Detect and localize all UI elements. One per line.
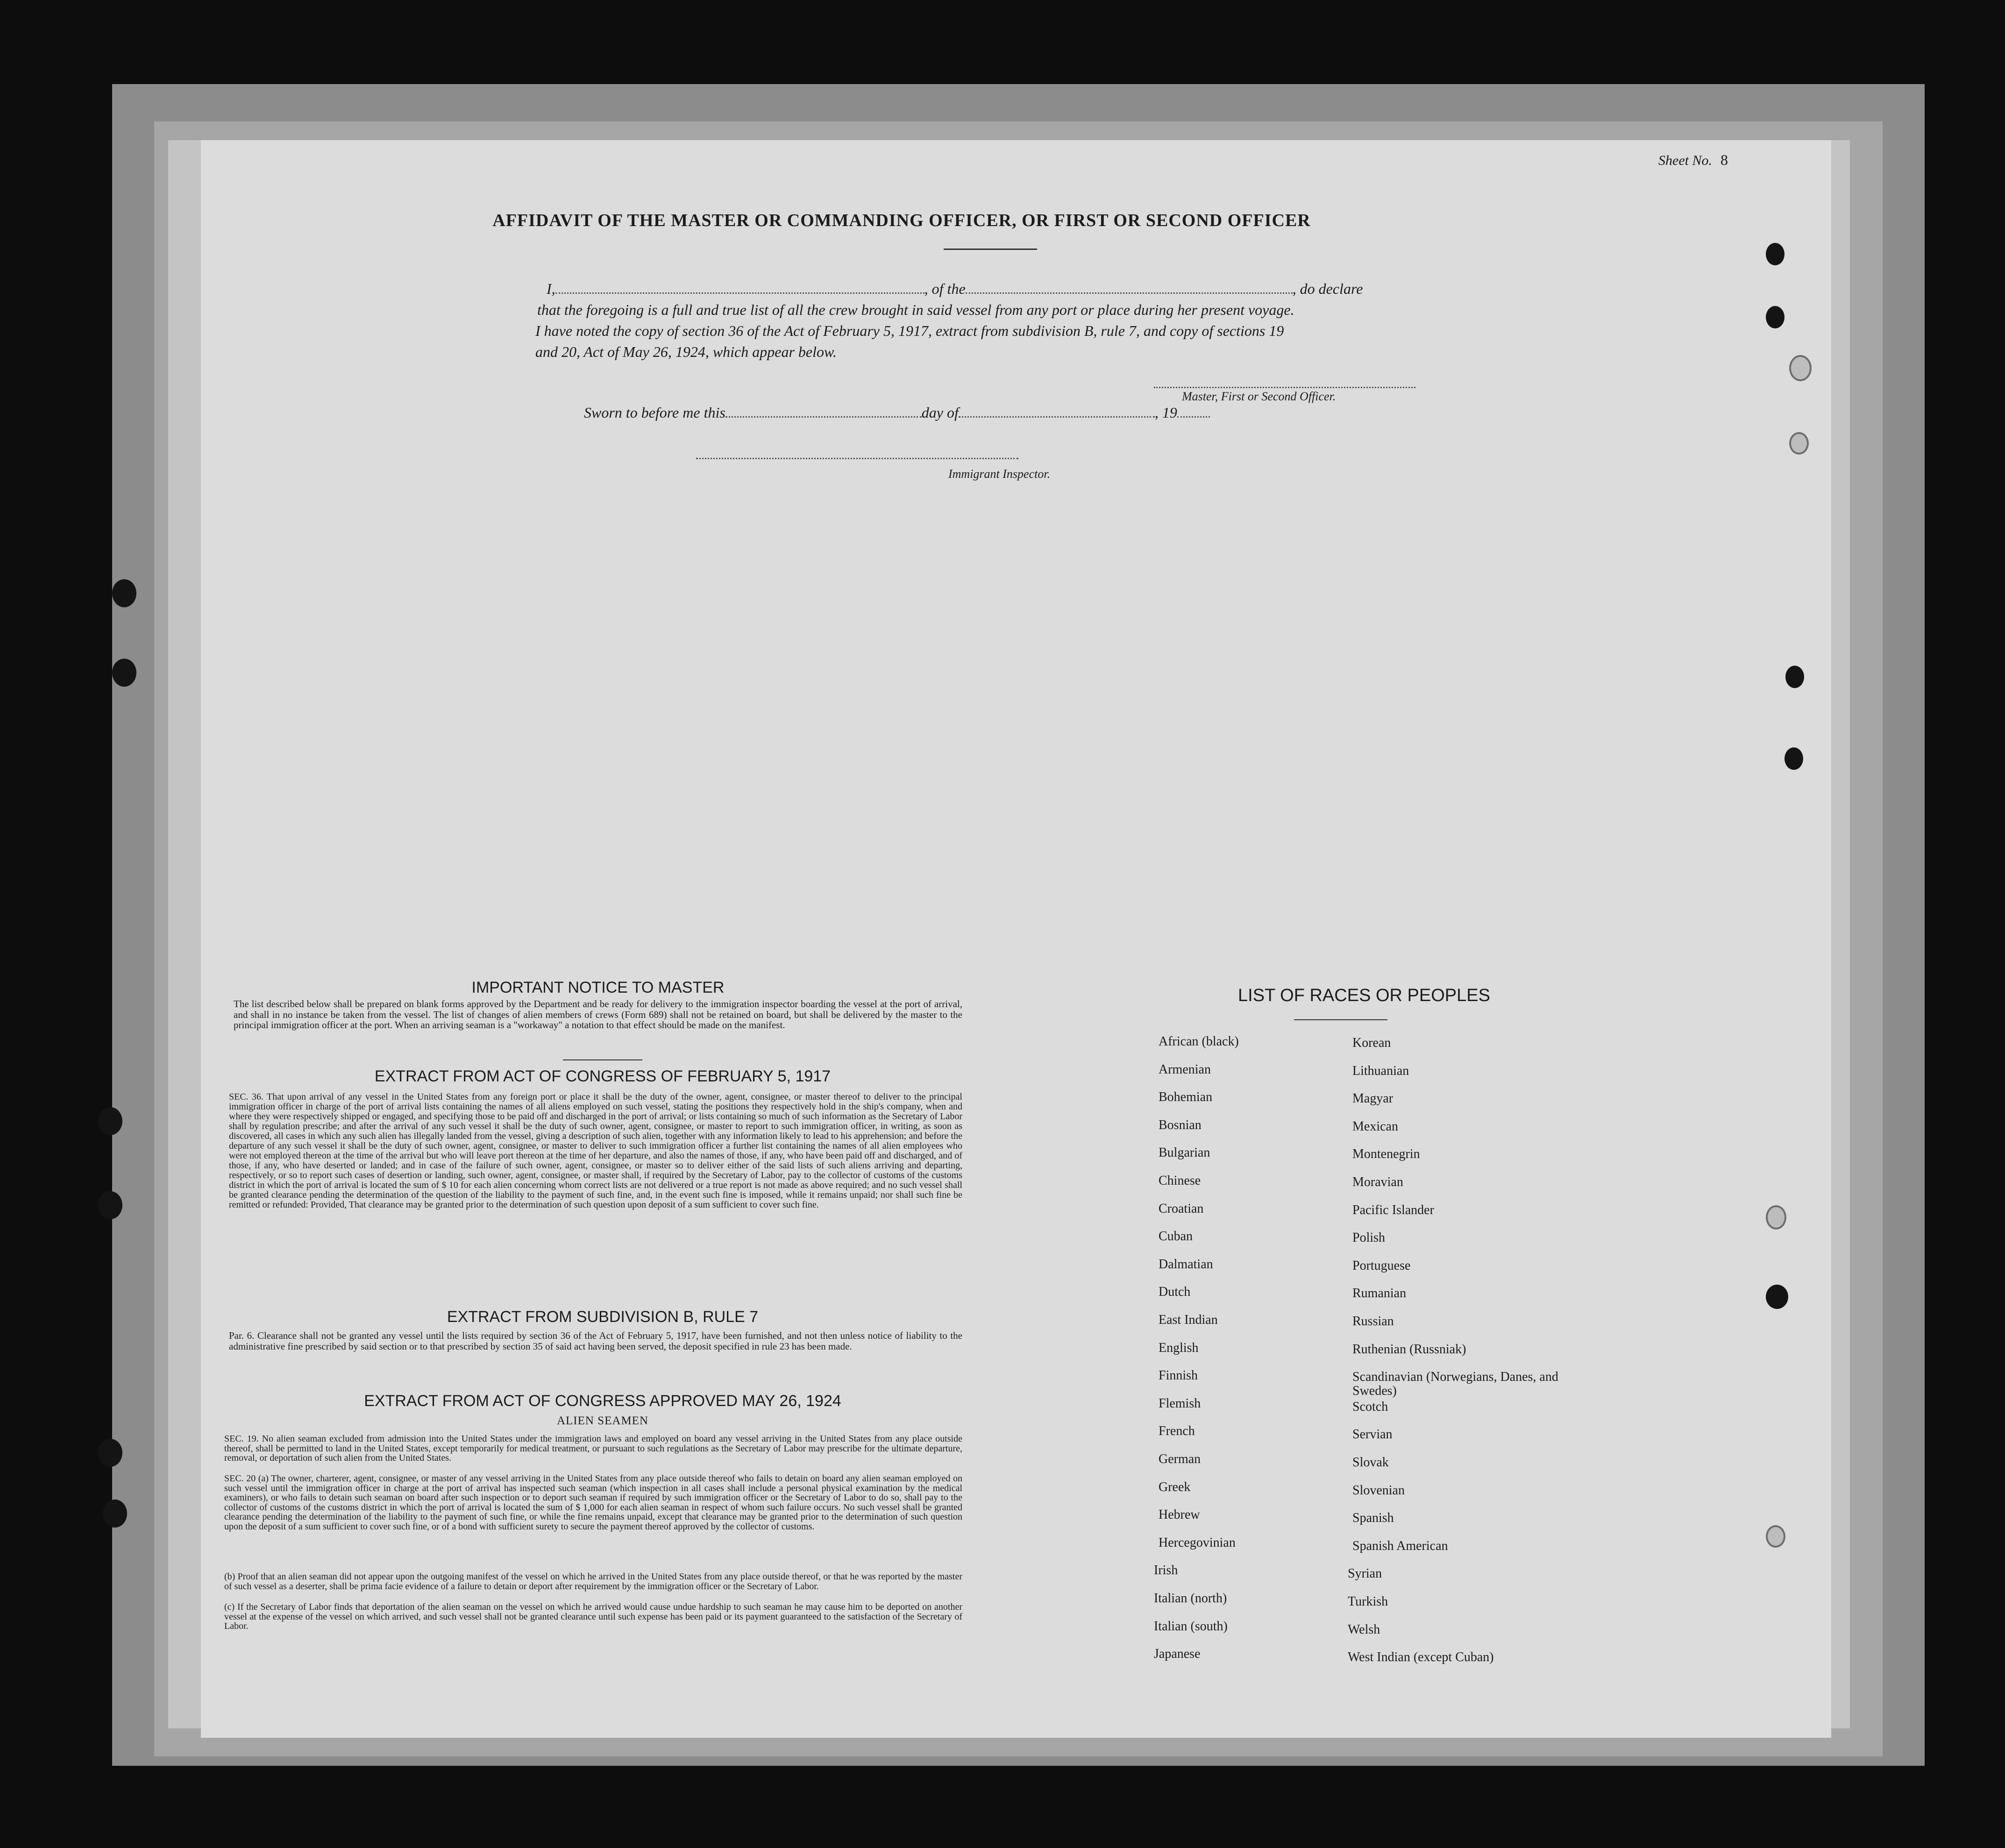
- race-item-right: Slovenian: [1352, 1483, 1405, 1498]
- race-item-left: Dutch: [1159, 1285, 1191, 1300]
- race-item-left: Bulgarian: [1159, 1145, 1210, 1160]
- race-item-left: Dalmatian: [1159, 1257, 1213, 1272]
- race-item-left: English: [1159, 1340, 1199, 1355]
- punch-hole: [1766, 1525, 1785, 1548]
- race-item-left: Irish: [1154, 1563, 1178, 1578]
- race-item-right: Ruthenian (Russniak): [1352, 1342, 1466, 1357]
- master-caption: Master, First or Second Officer.: [1182, 390, 1336, 403]
- race-item-left: German: [1159, 1452, 1201, 1466]
- race-item-left: Greek: [1159, 1479, 1191, 1494]
- race-item-right: Mexican: [1352, 1119, 1398, 1134]
- race-item-right: Moravian: [1352, 1175, 1403, 1189]
- punch-hole: [98, 1439, 122, 1467]
- section-divider: [563, 1059, 642, 1060]
- declaration-line-1: [547, 280, 1363, 298]
- race-item-left: French: [1159, 1424, 1195, 1439]
- race-item-left: Cuban: [1159, 1229, 1193, 1244]
- master-signature-line[interactable]: [1154, 387, 1415, 388]
- sheet-number-label: Sheet No.: [1658, 153, 1712, 168]
- declaration-line-2: that the foregoing is a full and true list of all the crew brought in said vessel from any port or place during her present voyage.: [537, 301, 1294, 318]
- sworn-year: , 19: [1154, 404, 1177, 421]
- inspector-caption: Immigrant Inspector.: [948, 467, 1051, 481]
- race-item-right: Korean: [1352, 1036, 1391, 1050]
- title-divider: [944, 249, 1037, 250]
- race-item-right: Scandinavian (Norwegians, Danes, and Swedes): [1352, 1370, 1558, 1399]
- race-item-left: Finnish: [1159, 1368, 1198, 1383]
- punch-hole: [1766, 243, 1785, 265]
- race-item-left: African (black): [1159, 1034, 1239, 1049]
- race-item-right: Portuguese: [1352, 1258, 1411, 1273]
- declaration-line-3: I have noted the copy of section 36 of the Act of February 5, 1917, extract from subdivision B, rule 7, and copy of sections 19: [535, 322, 1284, 339]
- sheet-number: [1658, 151, 1728, 169]
- name-blank[interactable]: [555, 281, 924, 294]
- race-item-right: Scotch: [1352, 1399, 1388, 1414]
- race-item-left: Bohemian: [1159, 1090, 1213, 1105]
- sec19-text: SEC. 19. No alien seaman excluded from admission into the United States under the immigration laws and employed on board any vessel arriving in the United States from any place outside thereof, shall be permitted to land in the United States, except temporarily for medical treatment, or pursuant to such regulations as the Secretary of Labor may prescribe for the ultimate departure, removal, or deportation of such alien from the United States.: [224, 1434, 962, 1463]
- day-blank[interactable]: [725, 405, 922, 418]
- race-item-left: Chinese: [1159, 1173, 1201, 1188]
- sworn-day-of: day of: [921, 404, 959, 421]
- punch-hole: [1789, 355, 1812, 381]
- punch-hole: [1766, 1285, 1788, 1309]
- punch-hole: [1766, 306, 1785, 328]
- race-item-right: Spanish: [1352, 1511, 1394, 1526]
- race-item-left: Italian (south): [1154, 1619, 1228, 1634]
- races-title: LIST OF RACES OR PEOPLES: [1238, 986, 1490, 1005]
- sheet-number-value: 8: [1720, 151, 1728, 168]
- punch-hole: [103, 1500, 127, 1528]
- race-item-right: Polish: [1352, 1230, 1386, 1245]
- race-item-left: Japanese: [1154, 1647, 1201, 1662]
- race-item-left: Italian (north): [1154, 1591, 1227, 1606]
- extract-1917-text: SEC. 36. That upon arrival of any vessel in the United States from any foreign port or place it shall be the duty of the owner, agent, consignee, or master thereof to deliver to the principal immigration officer in charge of the port of arrival lists containing the names of all aliens employed on such vessel, stating the positions they respectively hold in the ship's company, when and where they were respectively shipped or engaged, and specifying those to be paid off and discharged in the port of arrival; or lists containing so much of such information as the Secretary of Labor shall by regulation prescribe; and after the arrival of any such vessel it shall be the duty of such owner, agent, consignee, or master to report to such immigration officer, in writing, as soon as discovered, all cases in which any such alien has illegally landed from the vessel, giving a description of such alien, together with any information likely to lead to his apprehension; and before the departure of any such vessel it shall be the duty of such owner, agent, consignee, or master to deliver to such immigration officer a further list containing the names of all alien employees who were not employed thereon at the time of the arrival but who will leave port thereon at the time of her departure, and also the names of those, if any, who have been paid off and discharged, and of those, if any, who have deserted or landed; and in case of the failure of such owner, agent, consignee, or master so to deliver either of the said lists of such aliens arriving and departing, respectively, or so to report such cases of desertion or landing, such owner, agent, consignee, or master shall, if required by the Secretary of Labor, pay to the collector of customs of the customs district in which the port of arrival is located the sum of $ 10 for each alien concerning whom correct lists are not delivered or a true report is not made as above required; and no such vessel shall be granted clearance pending the determination of the question of the liability to the payment of such fine, and, in the event such fine is imposed, while it remains unpaid; nor shall such fine be remitted or refunded: Provided, That clearance may be granted prior to the determination of such question upon deposit of a sum sufficient to cover such fine.: [229, 1092, 962, 1210]
- race-item-right: Russian: [1352, 1314, 1394, 1329]
- vessel-blank[interactable]: [966, 281, 1293, 294]
- race-item-left: Croatian: [1159, 1201, 1204, 1216]
- punch-hole: [112, 579, 136, 607]
- race-item-right: Slovak: [1352, 1455, 1389, 1470]
- sec20b-text: (b) Proof that an alien seaman did not appear upon the outgoing manifest of the vessel on which he arrived in the United States from any place outside thereof, or that he was reported by the master of such vessel as a deserter, shall be prima facie evidence of a failure to detain or deport after requirement by the immigration officer or the Secretary of Labor.: [224, 1571, 962, 1592]
- sworn-text: Sworn to before me this: [584, 404, 725, 421]
- punch-hole: [1785, 747, 1803, 770]
- declaration-i: I,: [547, 280, 555, 297]
- rule7-text: Par. 6. Clearance shall not be granted any vessel until the lists required by section 36 of the Act of February 5, 1917, have been furnished, and not then unless notice of liability to the administrative fine prescribed by said section or to that prescribed by section 35 of said act having been served, the deposit specified in rule 23 has been made.: [229, 1330, 962, 1352]
- race-item-right: Rumanian: [1352, 1286, 1407, 1301]
- punch-hole: [1789, 432, 1809, 455]
- year-blank[interactable]: [1177, 405, 1210, 418]
- inspector-signature-line[interactable]: [696, 458, 1018, 459]
- punch-hole: [98, 1107, 122, 1135]
- race-item-right: Spanish American: [1352, 1538, 1448, 1553]
- race-item-right: Servian: [1352, 1427, 1393, 1442]
- race-item-right: Montenegrin: [1352, 1147, 1420, 1162]
- affidavit-title: AFFIDAVIT OF THE MASTER OR COMMANDING OFFICER, OR FIRST OR SECOND OFFICER: [492, 211, 1311, 230]
- notice-title: IMPORTANT NOTICE TO MASTER: [471, 979, 725, 996]
- declaration-do-declare: , do declare: [1292, 280, 1363, 297]
- declaration-of-the: , of the: [924, 280, 966, 297]
- race-item-right: Welsh: [1348, 1622, 1380, 1637]
- affidavit-page: [201, 140, 1831, 1738]
- punch-hole: [112, 659, 136, 687]
- race-item-right: West Indian (except Cuban): [1348, 1650, 1494, 1665]
- notice-text: The list described below shall be prepared on blank forms approved by the Department and be ready for delivery to the immigration inspector boarding the vessel at the port of arrival, and shall in no instance be taken from the vessel. The list of changes of alien members of crews (Form 689) shall not be retained on board, but shall be delivered by the master to the principal immigration officer at the port. When an arriving seaman is a "workaway" a notation to that effect should be made on the manifest.: [234, 998, 962, 1031]
- sec20c-text: (c) If the Secretary of Labor finds that deportation of the alien seaman on the vessel on which he arrived would cause undue hardship to such seaman he may cause him to be deported on another vessel at the expense of the vessel on which arrived, and such vessel shall not be granted clearance until such expense has been paid or its payment guaranteed to the satisfaction of the Secretary of Labor.: [224, 1602, 962, 1631]
- extract-1924-title: EXTRACT FROM ACT OF CONGRESS APPROVED MAY 26, 1924: [364, 1392, 841, 1410]
- punch-hole: [1766, 1205, 1786, 1230]
- race-item-left: Flemish: [1159, 1396, 1201, 1411]
- race-item-right: Syrian: [1348, 1566, 1382, 1581]
- race-item-left: Bosnian: [1159, 1117, 1202, 1132]
- declaration-line-4: and 20, Act of May 26, 1924, which appear below.: [535, 343, 837, 360]
- sworn-line: [584, 404, 1210, 421]
- sec20a-text: SEC. 20 (a) The owner, charterer, agent, consignee, or master of any vessel arriving in the United States from any place outside thereof who fails to detain on board any alien seaman employed on such vessel until the immigration officer in charge at the port of arrival has inspected such seaman (which inspection in all cases shall include a personal physical examination by the medical examiners), or who fails to detain such seaman on board after such inspection or to deport such seaman if required by such immigration officer or the Secretary of Labor to do so, shall pay to the collector of customs of the customs district in which the port of arrival is located the sum of $ 1,000 for each alien seaman in respect of whom such failure occurs. No such vessel shall be granted clearance pending the determination of the liability to the payment of such fine, or while the fine remains unpaid, except that clearance may be granted prior to the determination of such question upon the deposit of a sum sufficient to cover such fine, or of a bond with sufficient surety to secure the payment thereof approved by the collector of customs.: [224, 1473, 962, 1532]
- punch-hole: [1785, 666, 1804, 688]
- rule7-title: EXTRACT FROM SUBDIVISION B, RULE 7: [447, 1308, 759, 1326]
- races-divider: [1294, 1019, 1387, 1020]
- race-item-right: Turkish: [1348, 1594, 1388, 1609]
- race-item-right: Pacific Islander: [1352, 1202, 1434, 1217]
- race-item-right: Lithuanian: [1352, 1063, 1409, 1078]
- punch-hole: [98, 1191, 122, 1219]
- extract-1917-title: EXTRACT FROM ACT OF CONGRESS OF FEBRUARY 5, 1917: [374, 1067, 831, 1085]
- race-item-left: East Indian: [1159, 1313, 1218, 1327]
- race-item-left: Hebrew: [1159, 1507, 1200, 1522]
- race-item-left: Hercegovinian: [1159, 1535, 1236, 1550]
- race-item-left: Armenian: [1159, 1062, 1211, 1077]
- month-blank[interactable]: [959, 405, 1155, 418]
- alien-seamen-subtitle: ALIEN SEAMEN: [556, 1414, 648, 1427]
- race-item-right: Magyar: [1352, 1091, 1394, 1106]
